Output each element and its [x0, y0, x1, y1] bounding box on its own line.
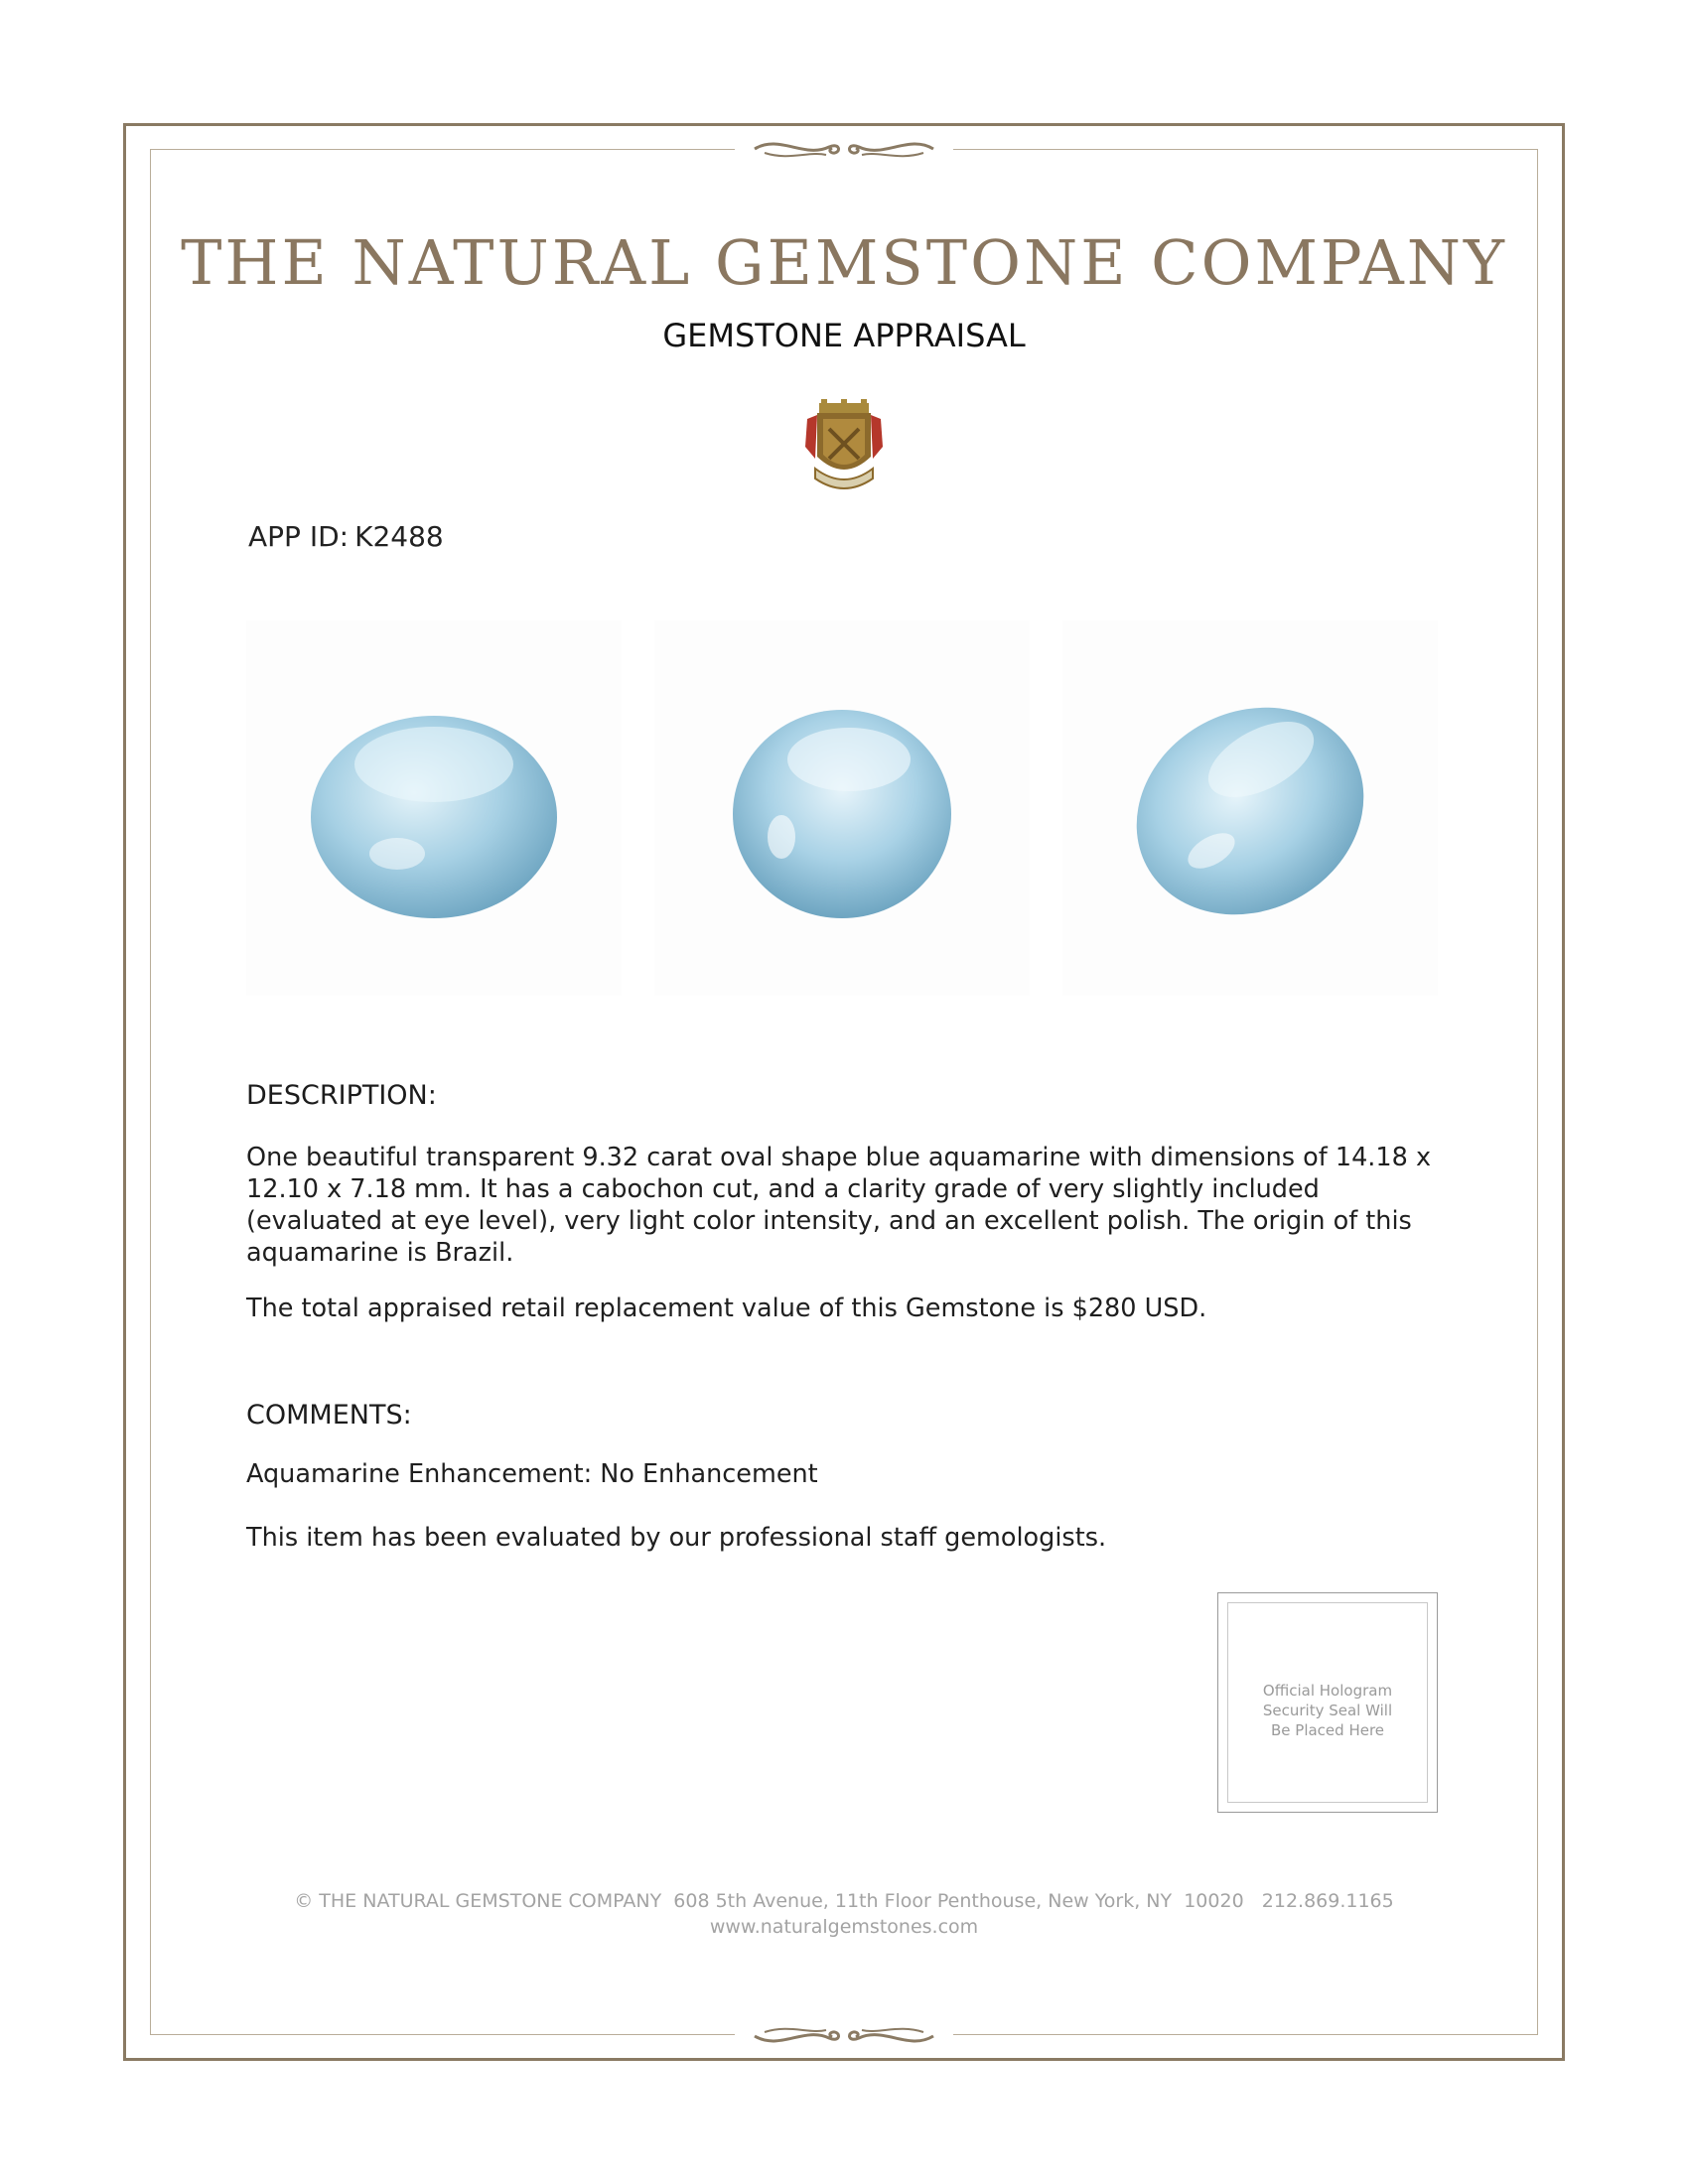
document-title: GEMSTONE APPRAISAL	[662, 317, 1026, 354]
seal-line-3: Be Placed Here	[1270, 1721, 1385, 1739]
evaluation-text: This item has been evaluated by our professional staff gemologists.	[246, 1523, 1107, 1553]
gemstone-photos	[246, 620, 1438, 998]
comments-heading: COMMENTS:	[246, 1400, 412, 1431]
appraised-value-text: The total appraised retail replacement value of this Gemstone is $280 USD.	[246, 1294, 1207, 1323]
crest-logo-icon	[799, 399, 889, 498]
footer-website-link[interactable]: www.naturalgemstones.com	[709, 1916, 979, 1938]
gemstone-photo-angle	[654, 620, 1030, 996]
bottom-flourish-ornament	[735, 2016, 953, 2056]
enhancement-text: Aquamarine Enhancement: No Enhancement	[246, 1459, 818, 1489]
description-text: One beautiful transparent 9.32 carat oval shape blue aquamarine with dimensions of 14.18 x 12.10 x 7.18 mm. It has a cabochon cut, and a clarity grade of very slightly included (evaluated at eye level), very light color intensity, and an excellent polish. The origin of this aquamarine is Brazil.	[246, 1143, 1432, 1268]
app-id	[248, 520, 450, 553]
app-id-label: APP ID:	[248, 520, 350, 553]
app-id-value: K2488	[354, 520, 444, 553]
hologram-seal-placeholder	[1217, 1592, 1438, 1813]
footer	[0, 1888, 1688, 1940]
gemstone-photo-tilted	[1062, 620, 1438, 996]
footer-address: © THE NATURAL GEMSTONE COMPANY 608 5th Avenue, 11th Floor Penthouse, New York, NY 10020 212.869.1165	[294, 1890, 1394, 1912]
seal-text	[1228, 1681, 1427, 1740]
description-heading: DESCRIPTION:	[246, 1080, 437, 1111]
company-name: THE NATURAL GEMSTONE COMPANY	[181, 226, 1507, 299]
seal-line-1: Official Hologram	[1262, 1682, 1393, 1700]
seal-inner-border	[1227, 1602, 1428, 1803]
seal-line-2: Security Seal Will	[1262, 1702, 1393, 1719]
top-flourish-ornament	[735, 129, 953, 169]
gemstone-photo-front	[246, 620, 622, 996]
